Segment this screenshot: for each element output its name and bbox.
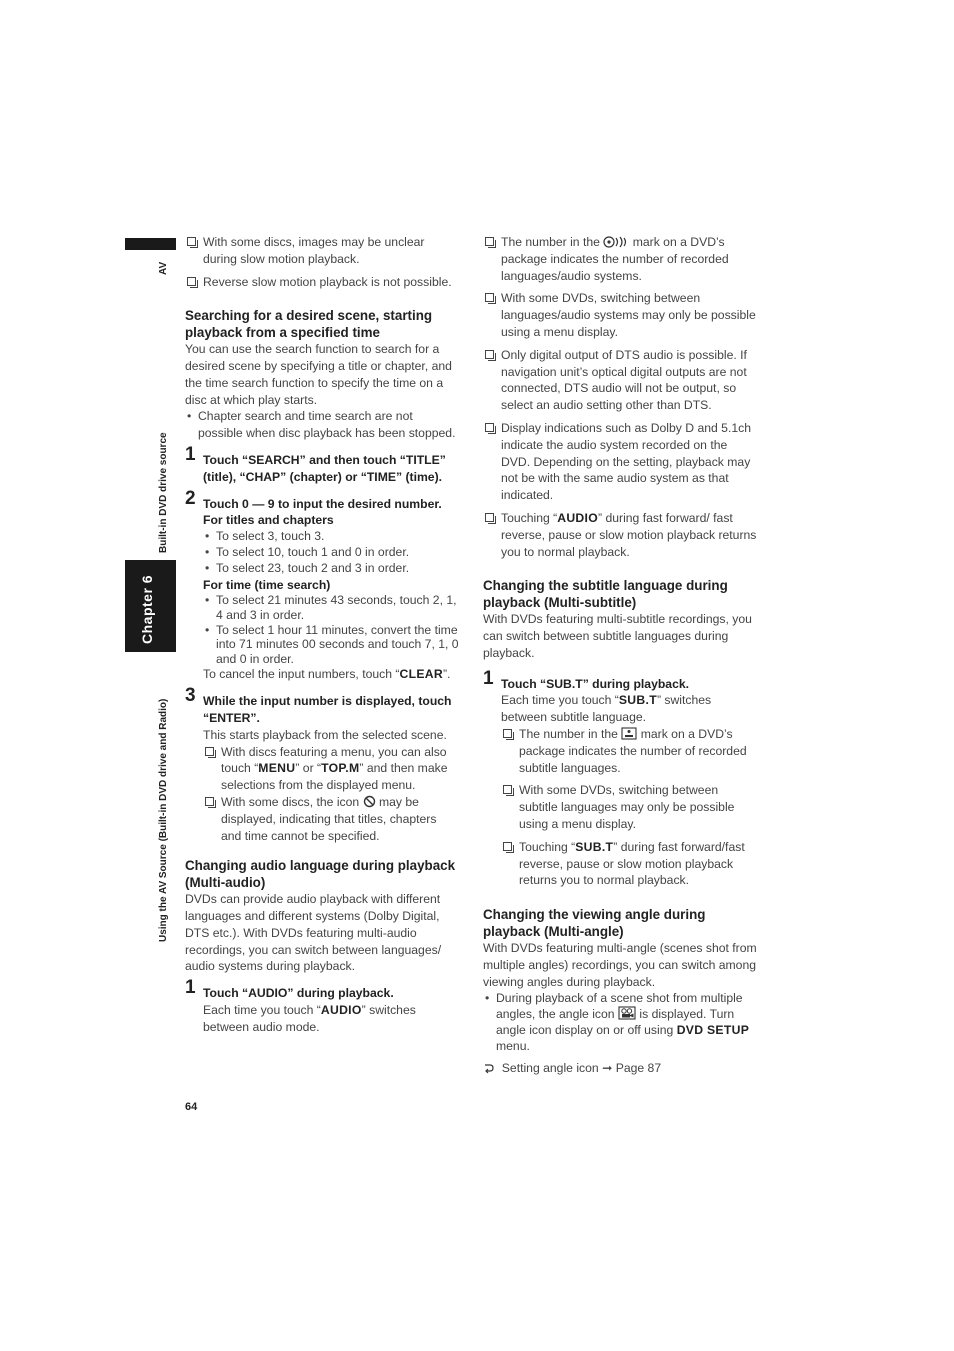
note: Reverse slow motion playback is not possible. <box>185 274 460 291</box>
bullet-item: • To select 1 hour 11 minutes, convert the time into 71 minutes 00 seconds and touch 7, 1, 0 and 0 in order. <box>205 622 459 666</box>
section-heading-multi-angle: Changing the viewing angle during playback (Multi-angle) <box>483 907 706 939</box>
note: Only digital output of DTS audio is possible. If navigation unit’s optical digital outputs are not connected, DTS audio will not be output, so select an audio setting other than DTS. <box>483 347 758 414</box>
step-1-subtitle: 1 Touch “SUB.T” during playback. <box>483 667 690 691</box>
bullet-item: • Chapter search and time search are not possible when disc playback has been stopped. <box>187 409 456 441</box>
prohibited-icon <box>363 795 376 808</box>
reference-arrow-icon <box>483 1062 495 1074</box>
step-2: 2 Touch 0 — 9 to input the desired number. <box>185 487 442 511</box>
chapter-label: Chapter 6 <box>139 574 155 644</box>
step-3: 3 While the input number is displayed, touch “ENTER”. <box>185 685 452 725</box>
step-1: 1 Touch “SEARCH” and then touch “TITLE” (title), “CHAP” (chapter) or “TIME” (time). <box>185 443 446 484</box>
multi-subtitle-icon <box>621 727 637 740</box>
bullet-item: • To select 3, touch 3. <box>205 529 325 544</box>
multi-audio-icon <box>603 236 629 248</box>
page-reference: Setting angle icon ➞ Page 87 <box>483 1060 758 1077</box>
bullet-item: • To select 21 minutes 43 seconds, touch 2, 1, 4 and 3 in order. <box>205 593 457 622</box>
paragraph: DVDs can provide audio playback with different languages and different systems (Dolby Digital, DTS etc.). With DVDs featuring multi-audio recordings, you can switch between languages/ audio systems during playback. <box>185 892 442 974</box>
cancel-instruction: To cancel the input numbers, touch “CLEAR”. <box>203 667 451 682</box>
angle-camera-icon <box>618 1006 636 1020</box>
chapter-tab <box>125 560 176 652</box>
paragraph: Each time you touch “SUB.T” switches between subtitle language. <box>501 693 712 725</box>
right-column <box>483 234 758 1077</box>
bullet-item: • To select 23, touch 2 and 3 in order. <box>205 560 410 575</box>
section-heading-multi-subtitle: Changing the subtitle language during playback (Multi-subtitle) <box>483 578 728 610</box>
subhead-time: For time (time search) <box>203 577 331 592</box>
left-column <box>185 234 460 1035</box>
paragraph: With DVDs featuring multi-subtitle recordings, you can switch between subtitle languages during playback. <box>483 612 752 660</box>
section-heading-search: Searching for a desired scene, starting playback from a specified time <box>185 308 433 340</box>
note: With discs featuring a menu, you can also touch “MENU” or “TOP.M” and then make selections from the displayed menu. <box>203 744 460 794</box>
paragraph: With DVDs featuring multi-angle (scenes shot from multiple angles) recordings, you can switch among viewing angles during playback. <box>483 940 757 989</box>
note: With some discs, the icon may be displayed, indicating that titles, chapters and time cannot be specified. <box>203 794 460 844</box>
builtin-dvd-label: Built-in DVD drive source <box>158 432 169 553</box>
bullet-item: • During playback of a scene shot from multiple angles, the angle icon is displayed. Turn angle icon display on or off using DVD SETUP menu. <box>485 991 750 1054</box>
note: Display indications such as Dolby D and 5.1ch indicate the audio system recorded on the DVD. Depending on the setting, playback may not be with the same audio system as that indicated. <box>483 420 758 504</box>
subhead-titles: For titles and chapters <box>203 513 334 528</box>
note: The number in the mark on a DVD’s package indicates the number of recorded languages/audio systems. <box>483 234 758 284</box>
step-1-audio: 1 Touch “AUDIO” during playback. <box>185 977 394 1001</box>
page-number: 64 <box>185 1101 198 1113</box>
sidebar-top-bar <box>125 238 176 250</box>
note: With some DVDs, switching between subtitle languages may only be possible using a menu display. <box>501 782 758 832</box>
note: With some discs, images may be unclear during slow motion playback. <box>185 234 460 268</box>
note: With some DVDs, switching between languages/audio systems may only be possible using a menu display. <box>483 290 758 340</box>
section-heading-multi-audio: Changing audio language during playback (Multi-audio) <box>185 858 456 890</box>
bullet-item: • To select 10, touch 1 and 0 in order. <box>205 544 410 559</box>
note: The number in the mark on a DVD’s package indicates the number of recorded subtitle languages. <box>501 726 758 776</box>
section-title-vertical: Using the AV Source (Built-in DVD drive and Radio) <box>158 698 169 942</box>
av-label: AV <box>158 261 169 275</box>
paragraph: This starts playback from the selected scene. <box>203 727 447 742</box>
paragraph: Each time you touch “AUDIO” switches between audio mode. <box>203 1002 416 1034</box>
note: Touching “AUDIO” during fast forward/ fast reverse, pause or slow motion playback returns you to normal playback. <box>483 510 758 560</box>
paragraph: You can use the search function to search for a desired scene by specifying a title or chapter, and the time search function to specify the time on a disc at which play starts. <box>185 342 452 407</box>
right-arrow-icon: ➞ <box>602 1061 613 1076</box>
note: Touching “SUB.T” during fast forward/fast reverse, pause or slow motion playback returns you to normal playback. <box>501 839 758 889</box>
